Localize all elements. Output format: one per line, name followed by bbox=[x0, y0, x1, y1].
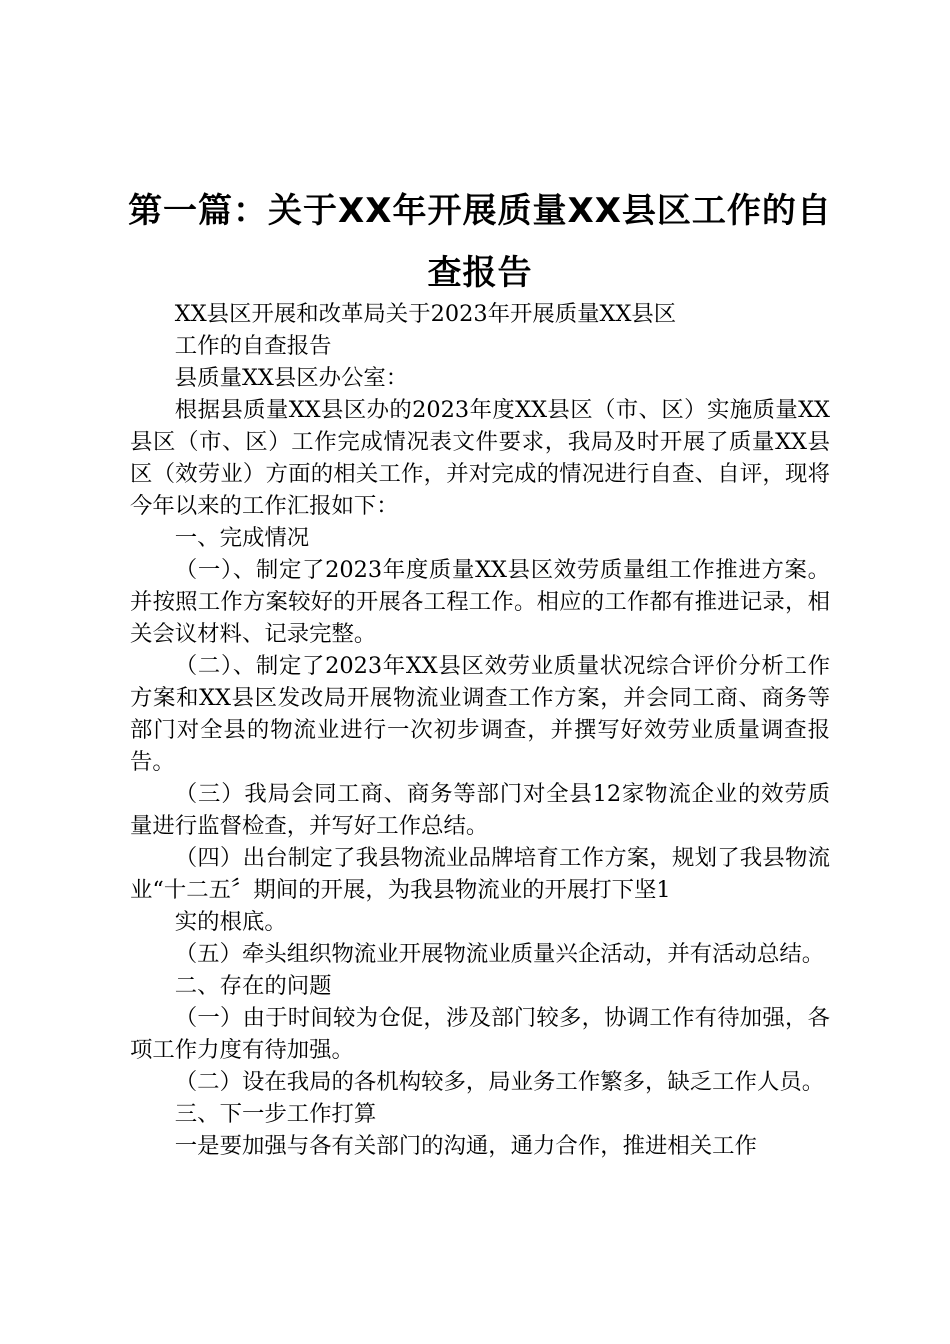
paragraph: （五）牵头组织物流业开展物流业质量兴企活动，并有活动总结。 bbox=[174, 941, 825, 967]
paragraph: 根据县质量XX县区办的2023年度XX县区（市、区）实施质量XX县区（市、区）工作完成情况表文件要求，我局及时开展了质量XX县区（效劳业）方面的相关工作，并对完成的情况进行自查、自评，现将今年以来的工作汇报如下： bbox=[130, 397, 830, 519]
document-title: 第一篇：关于XX年开展质量XX县区工作的自查报告 bbox=[128, 191, 832, 293]
paragraph: XX县区开展和改革局关于2023年开展质量XX县区 bbox=[174, 301, 677, 327]
paragraph: 二、存在的问题 bbox=[174, 973, 332, 999]
paragraph: （四）出台制定了我县物流业品牌培育工作方案，规划了我县物流业“十二五〞期间的开展，为我县物流业的开展打下坚1 bbox=[130, 845, 830, 903]
paragraph: 县质量XX县区办公室： bbox=[174, 365, 409, 391]
paragraph: （一）、制定了2023年度质量XX县区效劳质量组工作推进方案。并按照工作方案较好的开展各工程工作。相应的工作都有推进记录，相关会议材料、记录完整。 bbox=[130, 557, 830, 647]
paragraph: 一、完成情况 bbox=[174, 525, 310, 551]
paragraph: （二）设在我局的各机构较多，局业务工作繁多，缺乏工作人员。 bbox=[174, 1069, 825, 1095]
paragraph: 实的根底。 bbox=[174, 909, 287, 935]
document-body bbox=[130, 298, 830, 1162]
paragraph: 工作的自查报告 bbox=[174, 333, 332, 359]
paragraph: 一是要加强与各有关部门的沟通，通力合作，推进相关工作 bbox=[174, 1133, 757, 1159]
paragraph: （一）由于时间较为仓促，涉及部门较多，协调工作有待加强，各项工作力度有待加强。 bbox=[130, 1005, 830, 1063]
paragraph: （二）、制定了2023年XX县区效劳业质量状况综合评价分析工作方案和XX县区发改局开展物流业调查工作方案，并会同工商、商务等部门对全县的物流业进行一次初步调查，并撰写好效劳业质量调查报告。 bbox=[130, 653, 830, 775]
paragraph: 三、下一步工作打算 bbox=[174, 1101, 377, 1127]
paragraph: （三）我局会同工商、商务等部门对全县12家物流企业的效劳质量进行监督检查，并写好工作总结。 bbox=[130, 781, 830, 839]
